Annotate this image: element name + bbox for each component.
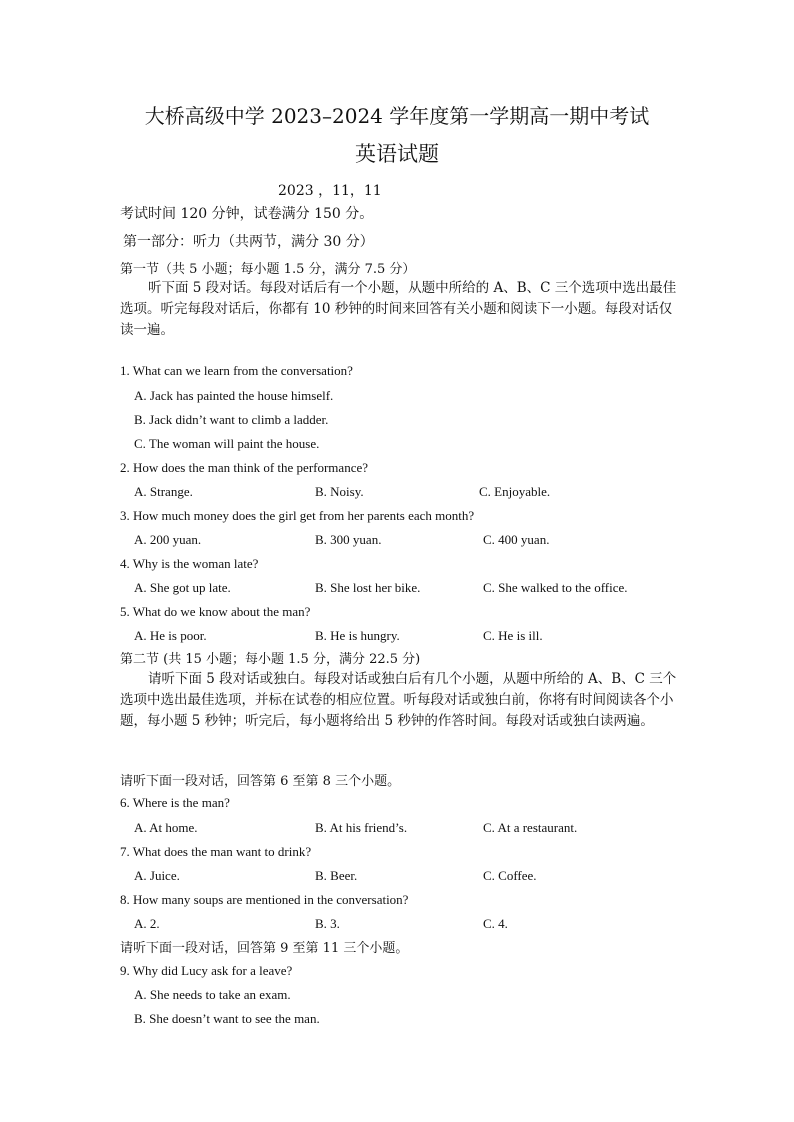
q2-option-b: B. Noisy. — [315, 484, 364, 499]
section2-title: 第二节 (共 15 小题；每小题 1.5 分，满分 22.5 分) — [120, 652, 421, 667]
q5-option-a: A. He is poor. — [134, 628, 207, 643]
exam-subtitle: 英语试题 — [355, 142, 439, 166]
question-6: 6. Where is the man? — [120, 795, 230, 810]
q8-option-a: A. 2. — [134, 916, 160, 931]
q7-option-b: B. Beer. — [315, 868, 358, 883]
q1-option-b: B. Jack didn’t want to climb a ladder. — [134, 412, 329, 427]
q4-option-b: B. She lost her bike. — [315, 580, 421, 595]
question-1: 1. What can we learn from the conversation? — [120, 363, 353, 378]
q6-option-a: A. At home. — [134, 820, 198, 835]
q4-option-c: C. She walked to the office. — [483, 580, 628, 595]
q3-option-a: A. 200 yuan. — [134, 532, 202, 547]
q2-option-a: A. Strange. — [134, 484, 193, 499]
q6-option-b: B. At his friend’s. — [315, 820, 408, 835]
question-3: 3. How much money does the girl get from her parents each month? — [120, 508, 475, 523]
question-4: 4. Why is the woman late? — [120, 556, 259, 571]
question-5: 5. What do we know about the man? — [120, 604, 311, 619]
exam-info: 考试时间 120 分钟，试卷满分 150 分。 — [120, 206, 374, 222]
exam-date: 2023 ，11，11 — [278, 183, 382, 199]
prompt-questions-6-8: 请听下面一段对话，回答第 6 至第 8 三个小题。 — [120, 774, 401, 789]
q1-option-a: A. Jack has painted the house himself. — [134, 388, 334, 403]
q5-option-c: C. He is ill. — [483, 628, 543, 643]
q7-option-a: A. Juice. — [134, 868, 180, 883]
q3-option-b: B. 300 yuan. — [315, 532, 382, 547]
section1-instructions: 听下面 5 段对话。每段对话后有一个小题，从题中所给的 A、B、C 三个选项中选出最佳选项。听完每段对话后，你都有 10 秒钟的时间来回答有关小题和阅读下一小题。每段对话仅读一遍。 — [120, 280, 677, 338]
question-9: 9. Why did Lucy ask for a leave? — [120, 963, 293, 978]
part1-title: 第一部分：听力（共两节，满分 30 分） — [123, 234, 374, 250]
section2-instructions: 请听下面 5 段对话或独白。每段对话或独白后有几个小题，从题中所给的 A、B、C 三个选项中选出最佳选项，并标在试卷的相应位置。听每段对话或独白前，你将有时间阅读各个小题，每小题 5 秒钟；听完后，每小题将给出 5 秒钟的作答时间。每段对话或独白读两遍。 — [120, 671, 677, 729]
prompt-questions-9-11: 请听下面一段对话，回答第 9 至第 11 三个小题。 — [120, 941, 409, 956]
q4-option-a: A. She got up late. — [134, 580, 231, 595]
q7-option-c: C. Coffee. — [483, 868, 537, 883]
question-2: 2. How does the man think of the performance? — [120, 460, 369, 475]
q6-option-c: C. At a restaurant. — [483, 820, 578, 835]
question-8: 8. How many soups are mentioned in the conversation? — [120, 892, 409, 907]
q5-option-b: B. He is hungry. — [315, 628, 400, 643]
q9-option-b: B. She doesn’t want to see the man. — [134, 1011, 320, 1026]
q3-option-c: C. 400 yuan. — [483, 532, 550, 547]
q8-option-b: B. 3. — [315, 916, 340, 931]
q2-option-c: C. Enjoyable. — [479, 484, 551, 499]
q1-option-c: C. The woman will paint the house. — [134, 436, 320, 451]
q8-option-c: C. 4. — [483, 916, 508, 931]
exam-title: 大桥高级中学 2023–2024 学年度第一学期高一期中考试 — [144, 104, 650, 128]
q9-option-a: A. She needs to take an exam. — [134, 987, 291, 1002]
question-7: 7. What does the man want to drink? — [120, 844, 312, 859]
section1-title: 第一节（共 5 小题；每小题 1.5 分，满分 7.5 分） — [120, 262, 416, 277]
